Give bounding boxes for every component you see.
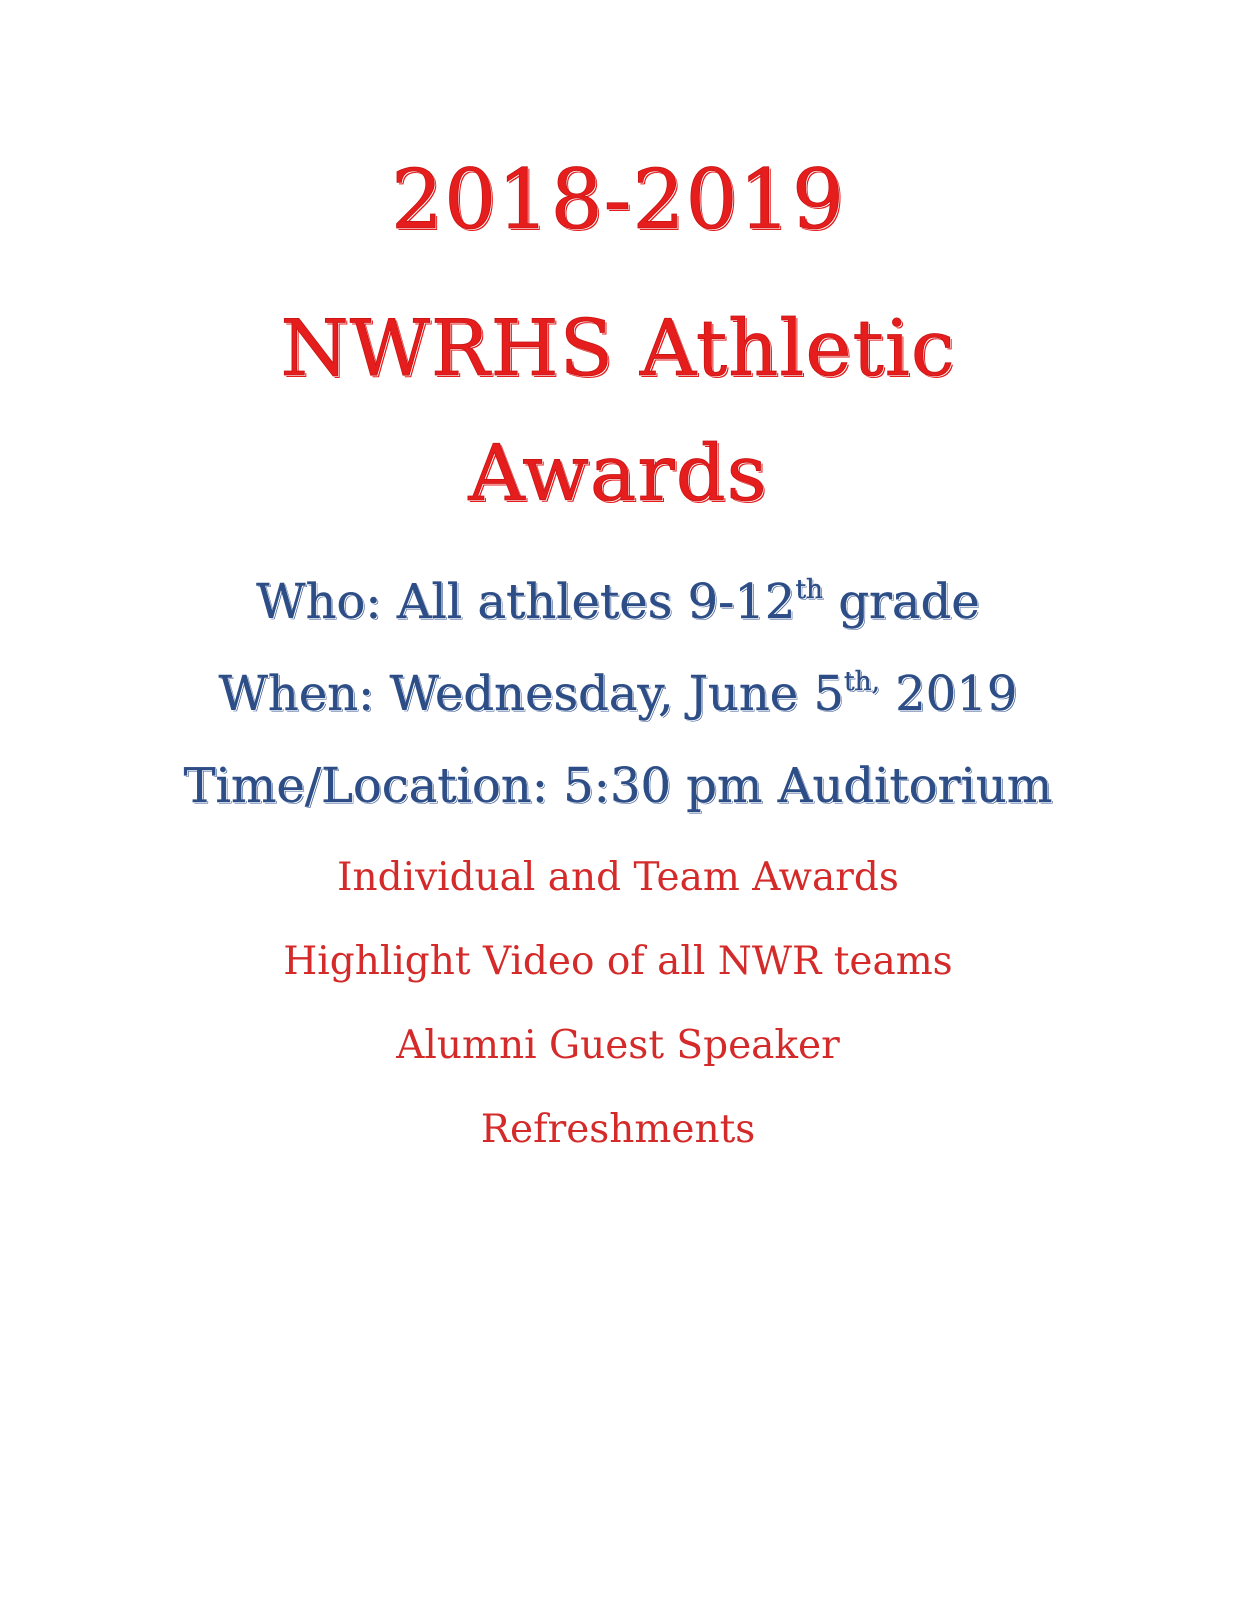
when-year-text: 2019: [879, 666, 1018, 722]
who-line: [0, 574, 1236, 630]
feature-item: Highlight Video of all NWR teams: [283, 939, 953, 984]
when-line: [0, 666, 1236, 722]
title-awards: Awards: [468, 429, 768, 519]
who-text: Who: All athletes 9-12: [256, 574, 796, 630]
time-location-line: Time/Location: 5:30 pm Auditorium: [183, 758, 1053, 814]
feature-item: Individual and Team Awards: [337, 855, 899, 900]
title-event-name: NWRHS Athletic: [280, 304, 956, 394]
when-text: When: Wednesday, June 5: [218, 666, 844, 722]
feature-item: Refreshments: [480, 1107, 756, 1152]
title-year: 2018-2019: [390, 153, 846, 248]
who-grade-text: grade: [823, 574, 980, 630]
who-ordinal-suffix: th: [795, 574, 824, 606]
when-ordinal-suffix: th,: [843, 666, 880, 698]
feature-item: Alumni Guest Speaker: [396, 1023, 840, 1068]
